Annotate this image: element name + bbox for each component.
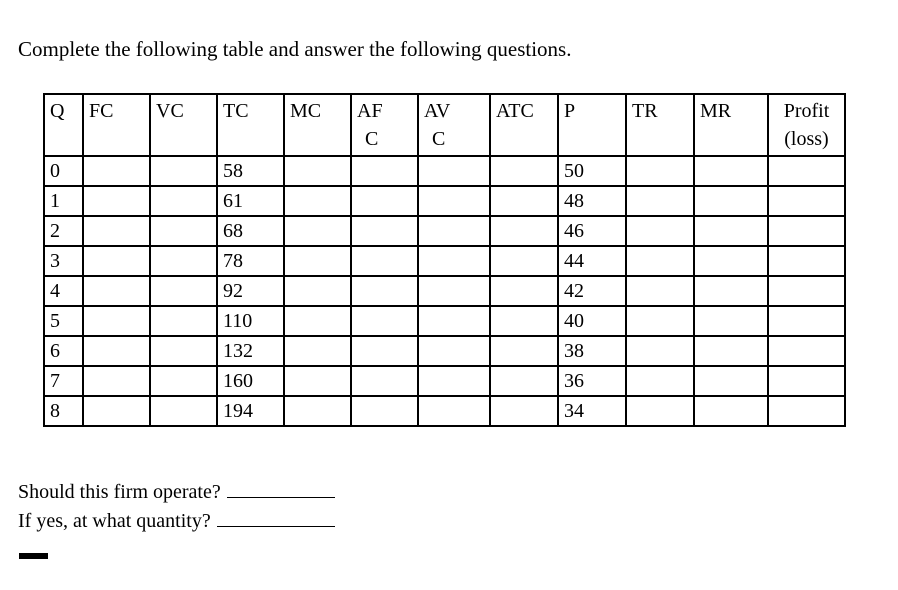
cell-profit[interactable]: [768, 276, 845, 306]
table-row: [44, 366, 845, 396]
cell-mr[interactable]: [694, 186, 768, 216]
cell-avc[interactable]: [418, 276, 490, 306]
cell-profit[interactable]: [768, 396, 845, 426]
cell-afc[interactable]: [351, 366, 418, 396]
table-row: [44, 396, 845, 426]
cell-p: 50: [558, 156, 626, 186]
cell-tr[interactable]: [626, 156, 694, 186]
cell-p: 34: [558, 396, 626, 426]
question-quantity: [18, 510, 335, 533]
cell-mc[interactable]: [284, 306, 351, 336]
cell-p: 40: [558, 306, 626, 336]
header-q-line1: Q: [50, 100, 65, 122]
cell-fc[interactable]: [83, 396, 150, 426]
cell-afc[interactable]: [351, 246, 418, 276]
header-tc-line1: TC: [223, 100, 249, 122]
cell-tr[interactable]: [626, 366, 694, 396]
cell-tr[interactable]: [626, 186, 694, 216]
header-tc: [217, 94, 284, 156]
cell-tc: 61: [217, 186, 284, 216]
cell-atc[interactable]: [490, 396, 558, 426]
cell-avc[interactable]: [418, 306, 490, 336]
header-afc-line1: AF: [357, 100, 383, 122]
header-profit-line2: (loss): [784, 128, 829, 150]
header-avc-line2: C: [432, 128, 446, 150]
cell-q: 1: [44, 186, 83, 216]
cell-mr[interactable]: [694, 366, 768, 396]
table-row: [44, 336, 845, 366]
cell-fc[interactable]: [83, 156, 150, 186]
header-mc: [284, 94, 351, 156]
cell-mc[interactable]: [284, 186, 351, 216]
header-profit: [768, 94, 845, 156]
header-afc-line2: C: [365, 128, 379, 150]
header-fc-line1: FC: [89, 100, 114, 122]
cell-vc[interactable]: [150, 276, 217, 306]
cell-vc[interactable]: [150, 306, 217, 336]
cell-afc[interactable]: [351, 186, 418, 216]
cell-avc[interactable]: [418, 366, 490, 396]
text-cursor: [19, 553, 48, 559]
table-row: [44, 156, 845, 186]
header-profit-line1: Profit: [783, 100, 830, 122]
header-avc: [418, 94, 490, 156]
cell-vc[interactable]: [150, 336, 217, 366]
cell-q: 3: [44, 246, 83, 276]
cell-mc[interactable]: [284, 336, 351, 366]
cell-avc[interactable]: [418, 186, 490, 216]
cell-p: 44: [558, 246, 626, 276]
cell-tc: 132: [217, 336, 284, 366]
header-p-line1: P: [564, 100, 576, 122]
cell-mr[interactable]: [694, 156, 768, 186]
cell-avc[interactable]: [418, 216, 490, 246]
header-mr-line1: MR: [700, 100, 732, 122]
cell-q: 5: [44, 306, 83, 336]
cell-tc: 78: [217, 246, 284, 276]
question-operate: [18, 481, 335, 504]
cell-vc[interactable]: [150, 366, 217, 396]
question-quantity-text: If yes, at what quantity?: [18, 510, 211, 532]
cell-mc[interactable]: [284, 366, 351, 396]
cell-tc: 110: [217, 306, 284, 336]
cell-mc[interactable]: [284, 276, 351, 306]
cell-atc[interactable]: [490, 216, 558, 246]
header-afc: [351, 94, 418, 156]
table-header-row: [44, 94, 845, 156]
cell-q: 8: [44, 396, 83, 426]
cell-mr[interactable]: [694, 276, 768, 306]
table-row: [44, 306, 845, 336]
cell-afc[interactable]: [351, 216, 418, 246]
header-p: [558, 94, 626, 156]
cell-profit[interactable]: [768, 306, 845, 336]
cell-q: 6: [44, 336, 83, 366]
header-tr-line1: TR: [632, 100, 658, 122]
cell-avc[interactable]: [418, 336, 490, 366]
cell-tr[interactable]: [626, 396, 694, 426]
cell-fc[interactable]: [83, 216, 150, 246]
cell-tr[interactable]: [626, 336, 694, 366]
cell-q: 7: [44, 366, 83, 396]
cell-q: 0: [44, 156, 83, 186]
cell-tr[interactable]: [626, 216, 694, 246]
instructions: Complete the following table and answer the following questions.: [18, 37, 572, 61]
cell-vc[interactable]: [150, 396, 217, 426]
header-atc: [490, 94, 558, 156]
cell-atc[interactable]: [490, 156, 558, 186]
cell-afc[interactable]: [351, 306, 418, 336]
header-vc-line1: VC: [156, 100, 184, 122]
cell-fc[interactable]: [83, 306, 150, 336]
answer-operate-blank[interactable]: [227, 496, 335, 498]
cell-tr[interactable]: [626, 276, 694, 306]
cell-fc[interactable]: [83, 366, 150, 396]
table-row: [44, 246, 845, 276]
cell-fc[interactable]: [83, 336, 150, 366]
cell-mr[interactable]: [694, 216, 768, 246]
cell-profit[interactable]: [768, 216, 845, 246]
cell-avc[interactable]: [418, 246, 490, 276]
cell-profit[interactable]: [768, 366, 845, 396]
cell-profit[interactable]: [768, 186, 845, 216]
header-mr: [694, 94, 768, 156]
cell-afc[interactable]: [351, 276, 418, 306]
table-row: [44, 276, 845, 306]
cell-mr[interactable]: [694, 306, 768, 336]
header-avc-line1: AV: [424, 100, 451, 122]
header-atc-line1: ATC: [496, 100, 534, 122]
cell-mc[interactable]: [284, 156, 351, 186]
cell-profit[interactable]: [768, 246, 845, 276]
question-operate-text: Should this firm operate?: [18, 481, 221, 503]
cell-atc[interactable]: [490, 366, 558, 396]
cell-vc[interactable]: [150, 216, 217, 246]
cell-p: 38: [558, 336, 626, 366]
cell-mr[interactable]: [694, 246, 768, 276]
cell-atc[interactable]: [490, 306, 558, 336]
cell-tr[interactable]: [626, 306, 694, 336]
cell-atc[interactable]: [490, 246, 558, 276]
cell-mc[interactable]: [284, 216, 351, 246]
cell-vc[interactable]: [150, 246, 217, 276]
cell-fc[interactable]: [83, 276, 150, 306]
cell-atc[interactable]: [490, 336, 558, 366]
cost-revenue-table: [43, 93, 846, 427]
header-vc: [150, 94, 217, 156]
header-fc: [83, 94, 150, 156]
cell-fc[interactable]: [83, 186, 150, 216]
cell-atc[interactable]: [490, 186, 558, 216]
cell-vc[interactable]: [150, 186, 217, 216]
cell-afc[interactable]: [351, 336, 418, 366]
cell-profit[interactable]: [768, 336, 845, 366]
table-row: [44, 186, 845, 216]
header-tr: [626, 94, 694, 156]
cell-afc[interactable]: [351, 396, 418, 426]
cell-avc[interactable]: [418, 396, 490, 426]
cell-p: 48: [558, 186, 626, 216]
cell-tc: 58: [217, 156, 284, 186]
table-row: [44, 216, 845, 246]
header-q: [44, 94, 83, 156]
cell-avc[interactable]: [418, 156, 490, 186]
cell-p: 46: [558, 216, 626, 246]
cell-atc[interactable]: [490, 276, 558, 306]
cell-mr[interactable]: [694, 396, 768, 426]
answer-quantity-blank[interactable]: [217, 525, 335, 527]
cell-fc[interactable]: [83, 246, 150, 276]
cell-p: 36: [558, 366, 626, 396]
cell-vc[interactable]: [150, 156, 217, 186]
cell-mc[interactable]: [284, 396, 351, 426]
cell-q: 4: [44, 276, 83, 306]
cell-p: 42: [558, 276, 626, 306]
cell-tr[interactable]: [626, 246, 694, 276]
cell-mc[interactable]: [284, 246, 351, 276]
cell-tc: 160: [217, 366, 284, 396]
cell-afc[interactable]: [351, 156, 418, 186]
cell-q: 2: [44, 216, 83, 246]
header-mc-line1: MC: [290, 100, 322, 122]
cell-tc: 92: [217, 276, 284, 306]
cell-mr[interactable]: [694, 336, 768, 366]
cell-tc: 68: [217, 216, 284, 246]
cell-profit[interactable]: [768, 156, 845, 186]
cell-tc: 194: [217, 396, 284, 426]
